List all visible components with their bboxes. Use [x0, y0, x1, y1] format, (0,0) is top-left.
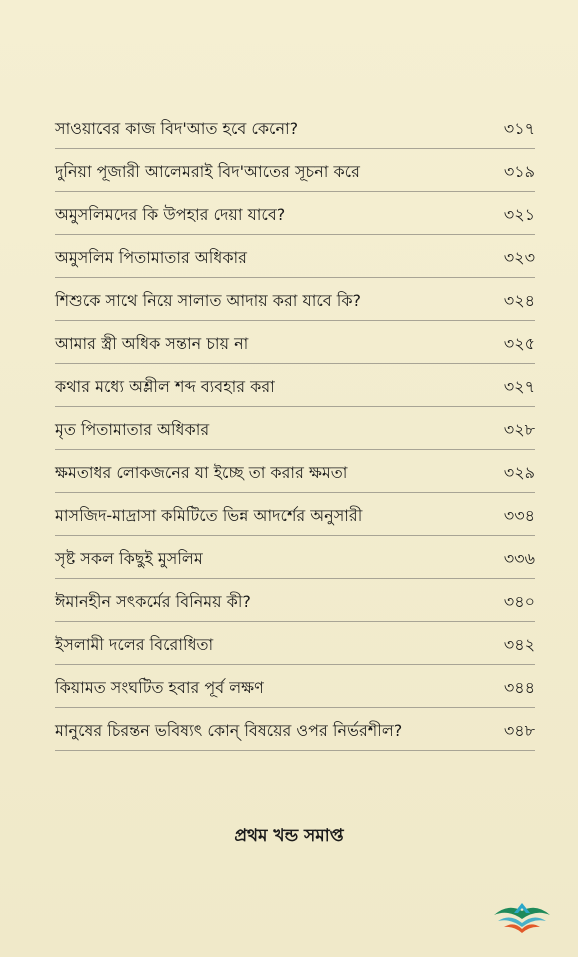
toc-entry-page: ৩১৯ — [503, 162, 535, 181]
toc-entry-title: শিশুকে সাথে নিয়ে সালাত আদায় করা যাবে কি? — [55, 291, 362, 310]
toc-entry-page: ৩৪২ — [503, 635, 535, 654]
publisher-logo-svg — [490, 893, 554, 935]
toc-entry — [55, 493, 535, 536]
toc-entry — [55, 364, 535, 407]
publisher-logo-icon — [490, 893, 554, 935]
toc-entry-title: সৃষ্ট সকল কিছুই মুসলিম — [55, 549, 203, 568]
table-of-contents — [55, 106, 535, 751]
toc-entry-title: মৃত পিতামাতার অধিকার — [55, 420, 210, 439]
toc-entry — [55, 407, 535, 450]
toc-entry — [55, 665, 535, 708]
toc-entry-page: ৩৩৪ — [503, 506, 535, 525]
toc-entry-title: দুনিয়া পূজারী আলেমরাই বিদ'আতের সূচনা করে — [55, 162, 360, 181]
toc-entry-title: ইসলামী দলের বিরোধিতা — [55, 635, 214, 654]
toc-entry-title: মানুষের চিরন্তন ভবিষ্যৎ কোন্ বিষয়ের ওপর নির্ভরশীল? — [55, 721, 403, 740]
toc-entry-page: ৩২৩ — [503, 248, 535, 267]
toc-entry-title: কিয়ামত সংঘটিত হবার পূর্ব লক্ষণ — [55, 678, 264, 697]
toc-entry — [55, 149, 535, 192]
toc-entry-title: ক্ষমতাধর লোকজনের যা ইচ্ছে তা করার ক্ষমতা — [55, 463, 348, 482]
toc-entry-page: ৩১৭ — [503, 119, 535, 138]
volume-end-note: প্রথম খন্ড সমাপ্ত — [234, 826, 344, 846]
toc-entry — [55, 106, 535, 149]
toc-entry-page: ৩২৮ — [503, 420, 535, 439]
toc-entry-page: ৩৩৬ — [503, 549, 535, 568]
toc-entry — [55, 622, 535, 665]
toc-entry-title: মাসজিদ-মাদ্রাসা কমিটিতে ভিন্ন আদর্শের অনুসারী — [55, 506, 363, 525]
toc-entry — [55, 278, 535, 321]
toc-entry-title: অমুসলিমদের কি উপহার দেয়া যাবে? — [55, 205, 286, 224]
toc-entry — [55, 321, 535, 364]
toc-entry-title: সাওয়াবের কাজ বিদ'আত হবে কেনো? — [55, 119, 299, 138]
toc-entry-page: ৩৪০ — [503, 592, 535, 611]
toc-entry — [55, 536, 535, 579]
toc-entry-title: কথার মধ্যে অশ্লীল শব্দ ব্যবহার করা — [55, 377, 275, 396]
toc-entry — [55, 450, 535, 493]
toc-entry-title: আমার স্ত্রী অধিক সন্তান চায় না — [55, 334, 249, 353]
toc-entry-page: ৩২৪ — [503, 291, 535, 310]
toc-entry-page: ৩৪৪ — [503, 678, 535, 697]
toc-entry-page: ৩২১ — [503, 205, 535, 224]
toc-entry-page: ৩২৯ — [503, 463, 535, 482]
toc-entry-title: ঈমানহীন সৎকর্মের বিনিময় কী? — [55, 592, 251, 611]
toc-entry — [55, 192, 535, 235]
toc-entry-page: ৩২৭ — [503, 377, 535, 396]
toc-entry — [55, 579, 535, 622]
toc-entry-page: ৩২৫ — [503, 334, 535, 353]
toc-entry — [55, 235, 535, 278]
toc-entry-page: ৩৪৮ — [503, 721, 535, 740]
toc-entry — [55, 708, 535, 751]
toc-entry-title: অমুসলিম পিতামাতার অধিকার — [55, 248, 247, 267]
